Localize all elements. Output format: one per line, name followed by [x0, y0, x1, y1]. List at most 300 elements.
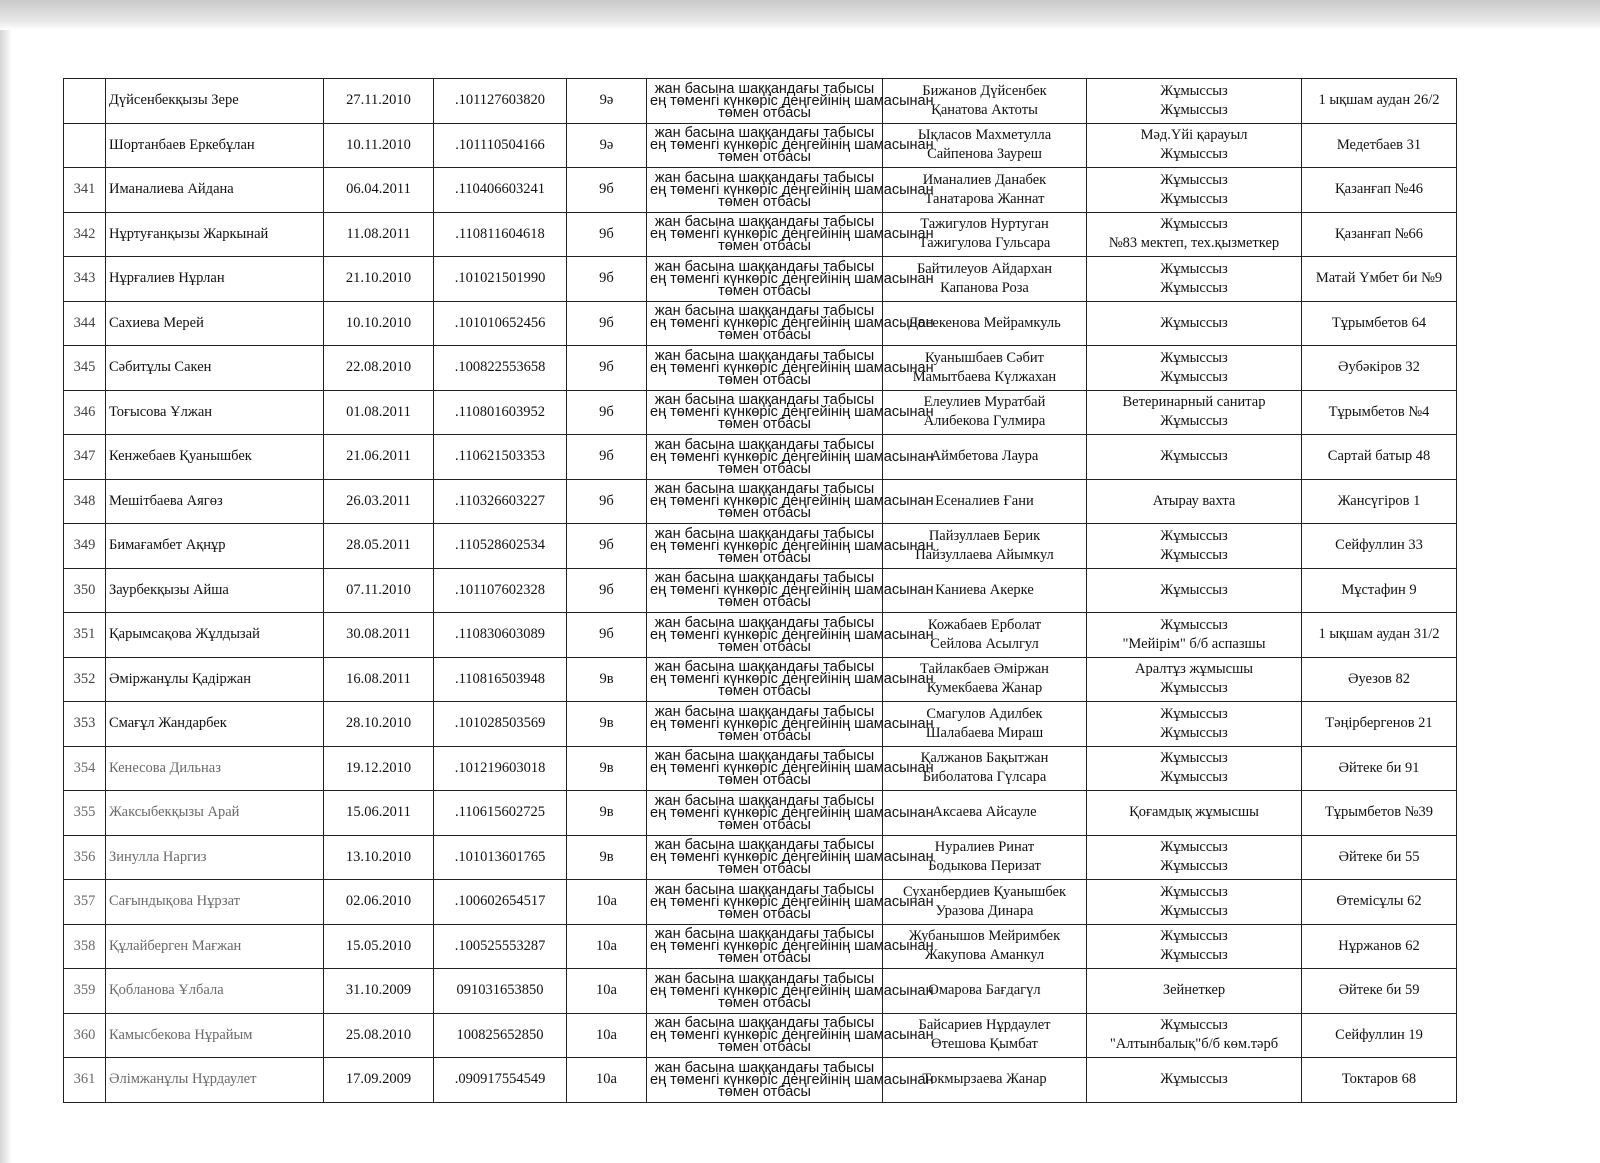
birth-date: 27.11.2010: [346, 92, 411, 109]
class-label: 9б: [599, 581, 614, 598]
row-number-cell: [64, 479, 106, 524]
employment-2: "Алтынбалық"б/б көм.тәрб: [1109, 1036, 1279, 1053]
scan-left-shadow: [0, 30, 12, 1163]
row-number-cell: [64, 568, 106, 613]
class-label: 10а: [596, 893, 617, 910]
parents-cell: [883, 301, 1087, 346]
student-name: Кенжебаев Қуанышбек: [109, 448, 252, 465]
income-line-2: ең төменгі күнкөріс деңгейінің шамасынан: [650, 760, 934, 777]
income-status-cell: [647, 168, 934, 213]
table-row: [64, 746, 1457, 791]
student-name-cell: [106, 969, 324, 1014]
address: Матай Үмбет би №9: [1315, 270, 1443, 287]
row-number-cell: [64, 524, 106, 569]
class-cell: [567, 1058, 647, 1103]
address-cell: [1302, 613, 1457, 658]
parent-name-1: Досекенова Мейрамкуль: [908, 314, 1061, 331]
iin-number: .101127603820: [454, 92, 546, 109]
iin-number: .100525553287: [454, 937, 546, 954]
income-line-2: ең төменгі күнкөріс деңгейінің шамасынан: [650, 359, 934, 376]
parent-name-2: Танатарова Жаннат: [924, 190, 1045, 207]
row-number-cell: [64, 746, 106, 791]
student-name: Сәбитұлы Сакен: [109, 359, 212, 376]
income-line-2: ең төменгі күнкөріс деңгейінің шамасынан: [650, 893, 934, 910]
student-name: Сахиева Мерей: [109, 314, 204, 331]
income-line-2: ең төменгі күнкөріс деңгейінің шамасынан: [650, 715, 934, 732]
parent-name-2: Қанатова Актоты: [931, 101, 1038, 118]
address-cell: [1302, 346, 1457, 391]
income-status-cell: [647, 1058, 934, 1103]
income-line-1: жан басына шаққандағы табысы: [654, 792, 875, 809]
address: Нұржанов 62: [1338, 937, 1420, 954]
student-name: Заурбекқызы Айша: [109, 581, 229, 598]
parent-name-1: Есеналиев Ғани: [935, 492, 1034, 509]
iin-cell: [434, 212, 567, 257]
income-line-1: жан басына шаққандағы табысы: [654, 881, 875, 898]
employment-1: Жұмыссыз: [1160, 883, 1228, 900]
class-cell: [567, 435, 647, 480]
birth-date: 15.06.2011: [346, 804, 411, 821]
birth-date: 13.10.2010: [345, 848, 412, 865]
income-line-2: ең төменгі күнкөріс деңгейінің шамасынан: [650, 1027, 934, 1044]
employment-cell: [1087, 346, 1302, 391]
student-name-cell: [106, 123, 324, 168]
birth-date: 01.08.2011: [346, 403, 411, 420]
income-line-1: жан басына шаққандағы табысы: [654, 926, 875, 943]
income-line-2: ең төменгі күнкөріс деңгейінің шамасынан: [650, 537, 934, 554]
parent-name-1: Байтилеуов Айдархан: [916, 260, 1053, 277]
iin-number: 100825652850: [456, 1026, 544, 1043]
income-line-2: ең төменгі күнкөріс деңгейінің шамасынан: [650, 582, 934, 599]
iin-number: .110621503353: [454, 448, 546, 465]
address: Әубәкіров 32: [1338, 359, 1420, 376]
income-line-3: төмен отбасы: [718, 1083, 811, 1100]
row-number-cell: [64, 390, 106, 435]
row-number: 351: [73, 626, 96, 643]
address: 1 ықшам аудан 26/2: [1318, 92, 1440, 109]
parents-cell: [883, 346, 1087, 391]
address-cell: [1302, 390, 1457, 435]
birth-date-cell: [324, 346, 434, 391]
student-name-cell: [106, 657, 324, 702]
employment-1: Жұмыссыз: [1160, 349, 1228, 366]
birth-date-cell: [324, 880, 434, 925]
employment-1: Жұмыссыз: [1160, 527, 1228, 544]
employment-cell: [1087, 168, 1302, 213]
employment-2: Жұмыссыз: [1160, 190, 1228, 207]
student-name-cell: [106, 880, 324, 925]
employment-1: Жұмыссыз: [1160, 1017, 1228, 1034]
student-name-cell: [106, 168, 324, 213]
income-status-cell: [647, 924, 934, 969]
employment-1: Жұмыссыз: [1160, 448, 1228, 465]
iin-cell: [434, 702, 567, 747]
table-row: [64, 702, 1457, 747]
address: Тұрымбетов №4: [1328, 403, 1430, 420]
parent-name-2: Алибекова Гулмира: [923, 413, 1046, 430]
birth-date-cell: [324, 390, 434, 435]
class-label: 9б: [599, 537, 614, 554]
birth-date: 28.05.2011: [346, 537, 411, 554]
birth-date: 11.08.2011: [346, 225, 411, 242]
income-status-cell: [647, 880, 934, 925]
student-name-cell: [106, 835, 324, 880]
iin-cell: [434, 568, 567, 613]
income-status-cell: [647, 568, 934, 613]
student-name-cell: [106, 613, 324, 658]
birth-date: 28.10.2010: [345, 715, 412, 732]
table-row: [64, 346, 1457, 391]
student-name: Нұрғалиев Нұрлан: [109, 270, 225, 287]
class-cell: [567, 346, 647, 391]
class-cell: [567, 746, 647, 791]
birth-date-cell: [324, 613, 434, 658]
employment-cell: [1087, 390, 1302, 435]
table-row: [64, 524, 1457, 569]
income-line-1: жан басына шаққандағы табысы: [654, 703, 875, 720]
table-row: [64, 390, 1457, 435]
row-number: 360: [73, 1026, 96, 1043]
row-number-cell: [64, 123, 106, 168]
income-line-1: жан басына шаққандағы табысы: [654, 1059, 875, 1076]
parent-name-1: Байсариев Нұрдаулет: [918, 1017, 1051, 1034]
student-name-cell: [106, 479, 324, 524]
parent-name-1: Тажигулов Нуртуган: [920, 216, 1049, 233]
address: Әйтеке би 55: [1338, 848, 1420, 865]
employment-2: Жұмыссыз: [1160, 724, 1228, 741]
student-name-cell: [106, 212, 324, 257]
income-status-cell: [647, 301, 934, 346]
parent-name-2: Пайзуллаева Айымкул: [915, 546, 1054, 563]
income-line-1: жан басына шаққандағы табысы: [654, 837, 875, 854]
class-label: 9в: [599, 804, 614, 821]
parent-name-1: Суханбердиев Қуанышбек: [902, 883, 1067, 900]
iin-number: .110830603089: [454, 626, 546, 643]
address: Мұстафин 9: [1341, 581, 1417, 598]
address: Қазанғап №66: [1335, 225, 1423, 242]
row-number-cell: [64, 880, 106, 925]
parent-name-1: Смагулов Адилбек: [926, 705, 1043, 722]
parent-name-1: Аксаева Айсауле: [932, 804, 1037, 821]
employment-1: Жұмыссыз: [1160, 1071, 1228, 1088]
income-line-1: жан басына шаққандағы табысы: [654, 659, 875, 676]
class-label: 9ә: [599, 92, 614, 109]
row-number: 348: [73, 492, 96, 509]
employment-1: Жұмыссыз: [1160, 839, 1228, 856]
income-line-1: жан басына шаққандағы табысы: [654, 1015, 875, 1032]
class-cell: [567, 613, 647, 658]
parent-name-1: Куанышбаев Сәбит: [924, 349, 1045, 366]
class-label: 9ә: [599, 136, 614, 153]
income-line-3: төмен отбасы: [718, 638, 811, 655]
income-status-cell: [647, 613, 934, 658]
student-name-cell: [106, 1013, 324, 1058]
employment-2: Жұмыссыз: [1160, 858, 1228, 875]
student-name: Зинулла Наргиз: [109, 848, 207, 865]
student-name-cell: [106, 568, 324, 613]
class-label: 9б: [599, 181, 614, 198]
employment-cell: [1087, 657, 1302, 702]
table-row: [64, 568, 1457, 613]
class-label: 9б: [599, 359, 614, 376]
employment-cell: [1087, 1058, 1302, 1103]
class-cell: [567, 257, 647, 302]
student-name-cell: [106, 924, 324, 969]
birth-date-cell: [324, 435, 434, 480]
birth-date: 21.10.2010: [345, 270, 412, 287]
income-status-cell: [647, 123, 934, 168]
income-line-3: төмен отбасы: [718, 104, 811, 121]
table-row: [64, 79, 1457, 124]
parent-name-1: Жубанышов Мейримбек: [908, 928, 1061, 945]
income-line-2: ең төменгі күнкөріс деңгейінің шамасынан: [650, 448, 934, 465]
student-name: Нұртуғанқызы Жаркынай: [109, 225, 269, 242]
birth-date: 10.10.2010: [345, 314, 412, 331]
iin-number: .101110504166: [455, 136, 545, 153]
students-table: [63, 78, 1457, 1103]
row-number: 353: [73, 715, 96, 732]
iin-cell: [434, 657, 567, 702]
class-label: 9б: [599, 448, 614, 465]
birth-date-cell: [324, 79, 434, 124]
parent-name-2: Сайпенова Зауреш: [927, 146, 1042, 163]
employment-cell: [1087, 257, 1302, 302]
employment-1: Қоғамдық жұмысшы: [1129, 804, 1259, 821]
income-status-cell: [647, 79, 934, 124]
student-name: Әміржанұлы Қадіржан: [109, 670, 251, 687]
birth-date-cell: [324, 657, 434, 702]
iin-number: .090917554549: [454, 1071, 546, 1088]
table-row: [64, 969, 1457, 1014]
birth-date-cell: [324, 123, 434, 168]
parent-name-1: Омарова Бағдагүл: [928, 982, 1041, 999]
income-line-1: жан басына шаққандағы табысы: [654, 481, 875, 498]
income-line-3: төмен отбасы: [718, 905, 811, 922]
income-status-cell: [647, 1013, 934, 1058]
student-name-cell: [106, 702, 324, 747]
address-cell: [1302, 1058, 1457, 1103]
row-number: 357: [73, 893, 96, 910]
employment-2: Жұмыссыз: [1160, 769, 1228, 786]
table-row: [64, 212, 1457, 257]
iin-cell: [434, 79, 567, 124]
class-label: 9б: [599, 492, 614, 509]
income-line-3: төмен отбасы: [718, 816, 811, 833]
employment-2: Жұмыссыз: [1160, 902, 1228, 919]
employment-1: Жұмыссыз: [1160, 928, 1228, 945]
student-name-cell: [106, 346, 324, 391]
income-status-cell: [647, 657, 934, 702]
row-number: 347: [73, 448, 96, 465]
iin-cell: [434, 123, 567, 168]
row-number-cell: [64, 212, 106, 257]
address: Әйтеке би 91: [1338, 759, 1420, 776]
class-cell: [567, 657, 647, 702]
income-line-1: жан басына шаққандағы табысы: [654, 748, 875, 765]
address: Әйтеке би 59: [1338, 982, 1420, 999]
employment-2: Жұмыссыз: [1160, 546, 1228, 563]
table-row: [64, 1058, 1457, 1103]
income-line-1: жан басына шаққандағы табысы: [654, 169, 875, 186]
class-label: 10а: [596, 1071, 617, 1088]
employment-cell: [1087, 79, 1302, 124]
iin-cell: [434, 969, 567, 1014]
income-line-3: төмен отбасы: [718, 371, 811, 388]
employment-1: Жұмыссыз: [1160, 616, 1228, 633]
parent-name-2: Жакупова Аманкул: [924, 947, 1045, 964]
iin-cell: [434, 524, 567, 569]
address-cell: [1302, 746, 1457, 791]
parent-name-1: Тайлакбаев Әміржан: [920, 661, 1049, 678]
income-status-cell: [647, 479, 934, 524]
income-line-2: ең төменгі күнкөріс деңгейінің шамасынан: [650, 226, 934, 243]
address: Тұрымбетов №39: [1324, 804, 1434, 821]
student-name: Мешітбаева Аягөз: [109, 492, 223, 509]
birth-date: 19.12.2010: [345, 759, 412, 776]
row-number-cell: [64, 702, 106, 747]
income-line-2: ең төменгі күнкөріс деңгейінің шамасынан: [650, 493, 934, 510]
table-row: [64, 257, 1457, 302]
iin-cell: [434, 1058, 567, 1103]
iin-number: 091031653850: [456, 982, 544, 999]
income-line-3: төмен отбасы: [718, 549, 811, 566]
income-line-2: ең төменгі күнкөріс деңгейінің шамасынан: [650, 181, 934, 198]
iin-number: .101028503569: [454, 715, 546, 732]
student-name: Қарымсақова Жұлдызай: [109, 626, 260, 643]
class-cell: [567, 168, 647, 213]
birth-date-cell: [324, 702, 434, 747]
class-label: 10а: [596, 937, 617, 954]
row-number-cell: [64, 613, 106, 658]
student-name: Құлайберген Мағжан: [109, 937, 242, 954]
employment-2: Жұмыссыз: [1160, 413, 1228, 430]
address: Сейфуллин 33: [1335, 537, 1423, 554]
address-cell: [1302, 301, 1457, 346]
table-row: [64, 301, 1457, 346]
income-line-1: жан басына шаққандағы табысы: [654, 570, 875, 587]
table-row: [64, 880, 1457, 925]
address-cell: [1302, 924, 1457, 969]
birth-date: 10.11.2010: [346, 136, 411, 153]
class-label: 9в: [599, 715, 614, 732]
scan-top-shadow: [0, 0, 1600, 30]
iin-number: .110528602534: [454, 537, 546, 554]
birth-date: 25.08.2010: [345, 1026, 412, 1043]
employment-1: Ветеринарный санитар: [1122, 394, 1266, 411]
row-number: 359: [73, 982, 96, 999]
parent-name-1: Кожабаев Ерболат: [927, 616, 1042, 633]
income-status-cell: [647, 746, 934, 791]
address-cell: [1302, 702, 1457, 747]
birth-date: 30.08.2011: [346, 626, 411, 643]
income-status-cell: [647, 212, 934, 257]
student-name: Кенесова Дильназ: [109, 759, 221, 776]
income-line-3: төмен отбасы: [718, 282, 811, 299]
parent-name-2: Тажигулова Гульсара: [918, 235, 1051, 252]
income-status-cell: [647, 969, 934, 1014]
class-cell: [567, 524, 647, 569]
table-row: [64, 613, 1457, 658]
class-cell: [567, 924, 647, 969]
income-status-cell: [647, 435, 934, 480]
employment-cell: [1087, 479, 1302, 524]
address: Сартай батыр 48: [1327, 448, 1431, 465]
employment-cell: [1087, 123, 1302, 168]
income-line-1: жан басына шаққандағы табысы: [654, 970, 875, 987]
income-line-3: төмен отбасы: [718, 861, 811, 878]
row-number: 342: [73, 225, 96, 242]
student-name: Смағұл Жандарбек: [109, 715, 227, 732]
parent-name-1: Иманалиев Данабек: [922, 171, 1047, 188]
address-cell: [1302, 479, 1457, 524]
income-line-3: төмен отбасы: [718, 238, 811, 255]
row-number: 345: [73, 359, 96, 376]
table-row: [64, 1013, 1457, 1058]
iin-number: .100602654517: [454, 893, 546, 910]
income-line-1: жан басына шаққандағы табысы: [654, 303, 875, 320]
income-status-cell: [647, 835, 934, 880]
parent-name-2: Кумекбаева Жанар: [926, 680, 1043, 697]
table-row: [64, 123, 1457, 168]
parent-name-2: Мамытбаева Күлжахан: [912, 368, 1057, 385]
row-number-cell: [64, 969, 106, 1014]
row-number-cell: [64, 1013, 106, 1058]
income-line-1: жан басына шаққандағы табысы: [654, 258, 875, 275]
iin-cell: [434, 1013, 567, 1058]
employment-1: Аралтұз жұмысшы: [1135, 661, 1253, 678]
income-status-cell: [647, 257, 934, 302]
row-number-cell: [64, 924, 106, 969]
birth-date-cell: [324, 1058, 434, 1103]
birth-date-cell: [324, 746, 434, 791]
income-line-2: ең төменгі күнкөріс деңгейінің шамасынан: [650, 137, 934, 154]
class-cell: [567, 568, 647, 613]
employment-cell: [1087, 924, 1302, 969]
iin-number: .100822553658: [454, 359, 546, 376]
birth-date-cell: [324, 168, 434, 213]
student-name: Жаксыбекқызы Арай: [109, 804, 240, 821]
student-name: Тоғысова Ұлжан: [109, 403, 213, 420]
income-line-1: жан басына шаққандағы табысы: [654, 392, 875, 409]
income-line-2: ең төменгі күнкөріс деңгейінің шамасынан: [650, 671, 934, 688]
row-number: 361: [73, 1071, 96, 1088]
student-name: Әлімжанұлы Нұрдаулет: [109, 1071, 257, 1088]
income-line-2: ең төменгі күнкөріс деңгейінің шамасынан: [650, 626, 934, 643]
income-line-2: ең төменгі күнкөріс деңгейінің шамасынан: [650, 92, 934, 109]
birth-date: 21.06.2011: [346, 448, 411, 465]
income-line-3: төмен отбасы: [718, 1039, 811, 1056]
class-cell: [567, 390, 647, 435]
income-line-1: жан басына шаққандағы табысы: [654, 614, 875, 631]
student-name: Шортанбаев Еркебұлан: [109, 136, 255, 153]
address: Жансүгіров 1: [1337, 492, 1421, 509]
student-name-cell: [106, 435, 324, 480]
birth-date: 26.03.2011: [346, 492, 411, 509]
address-cell: [1302, 835, 1457, 880]
income-line-1: жан басына шаққандағы табысы: [654, 214, 875, 231]
employment-cell: [1087, 880, 1302, 925]
row-number: 346: [73, 403, 96, 420]
iin-cell: [434, 791, 567, 836]
income-line-3: төмен отбасы: [718, 772, 811, 789]
row-number: 349: [73, 537, 96, 554]
income-line-1: жан басына шаққандағы табысы: [654, 436, 875, 453]
birth-date-cell: [324, 257, 434, 302]
iin-number: .101010652456: [454, 314, 546, 331]
income-line-1: жан басына шаққандағы табысы: [654, 125, 875, 142]
table-body: [64, 79, 1457, 1103]
iin-cell: [434, 257, 567, 302]
